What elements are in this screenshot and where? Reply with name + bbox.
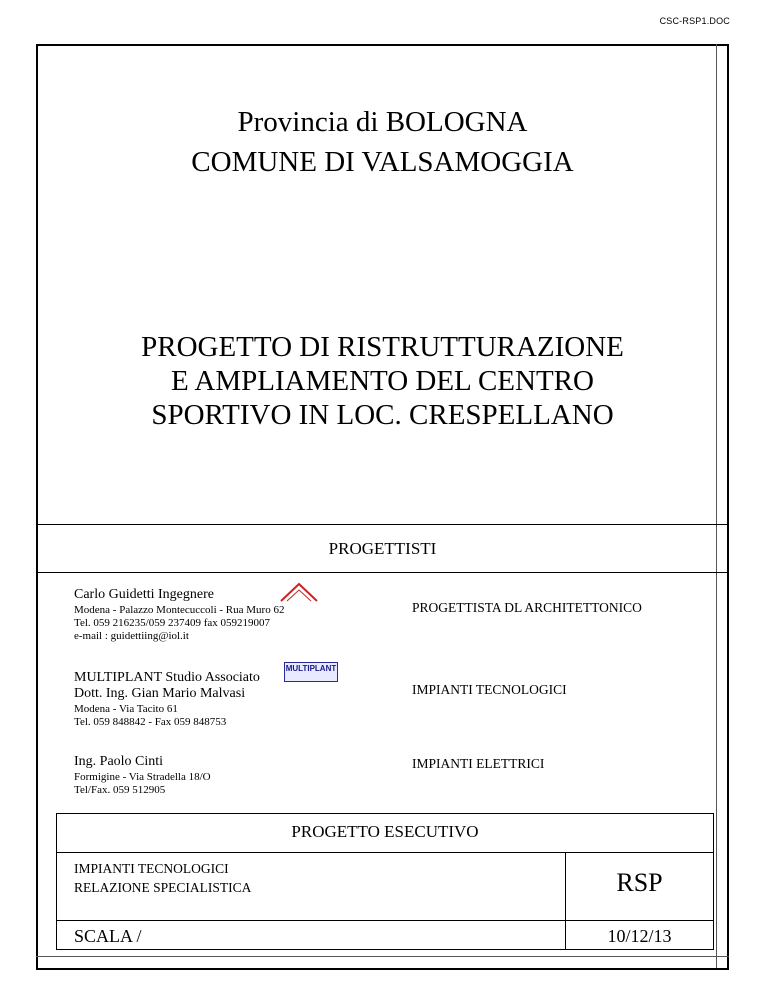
designer-name-2: Dott. Ing. Gian Mario Malvasi [74,686,246,701]
designer-role: PROGETTISTA DL ARCHITETTONICO [412,600,642,615]
designers-heading: PROGETTISTI [328,539,437,558]
divider-progettisti-top [37,524,728,525]
executive-divider-2 [57,920,713,921]
municipality-title: COMUNE DI VALSAMOGGIA [191,146,574,178]
multiplant-logo [284,662,338,682]
designer-name: Carlo Guidetti Ingegnere [74,587,214,602]
frame-inner-right-line [716,44,717,968]
executive-subject-line-2: RELAZIONE SPECIALISTICA [74,880,252,895]
designer-guidetti [74,587,284,643]
executive-divider-1 [57,852,713,853]
province-title: Provincia di BOLOGNA [237,106,528,138]
document-code-rsp: RSP [616,868,663,897]
frame-inner-bottom-line [36,956,729,957]
roof-logo-icon [279,581,319,603]
divider-progettisti-bottom [37,572,728,573]
project-title-line-1: PROGETTO DI RISTRUTTURAZIONE [141,331,624,363]
executive-title: PROGETTO ESECUTIVO [291,822,479,841]
designer-email: e-mail : guidettiing@iol.it [74,630,189,642]
designer-phone: Tel/Fax. 059 512905 [74,784,166,796]
project-title-line-2: E AMPLIAMENTO DEL CENTRO [171,365,594,397]
document-date: 10/12/13 [607,926,672,946]
document-code: CSC-RSP1.DOC [659,16,730,26]
designer-role: IMPIANTI TECNOLOGICI [412,682,567,697]
title-block [36,102,729,182]
designer-address: Formigine - Via Stradella 18/O [74,771,211,783]
designer-address: Modena - Via Tacito 61 [74,703,178,715]
designer-phone: Tel. 059 848842 - Fax 059 848753 [74,716,227,728]
project-title [36,330,729,432]
designer-address: Modena - Palazzo Montecuccoli - Rua Muro 62 [74,604,285,616]
scale-label: SCALA / [74,926,142,946]
designer-name: Ing. Paolo Cinti [74,754,164,769]
designer-name: MULTIPLANT Studio Associato [74,670,260,685]
executive-subject-line-1: IMPIANTI TECNOLOGICI [74,861,229,876]
designer-phone: Tel. 059 216235/059 237409 fax 059219007 [74,617,270,629]
project-title-line-3: SPORTIVO IN LOC. CRESPELLANO [151,399,614,431]
designer-cinti [74,754,211,797]
executive-subject [74,859,251,897]
designer-role: IMPIANTI ELETTRICI [412,756,545,771]
designer-multiplant [74,670,260,729]
multiplant-logo-text: MULTIPLANT [285,664,337,673]
